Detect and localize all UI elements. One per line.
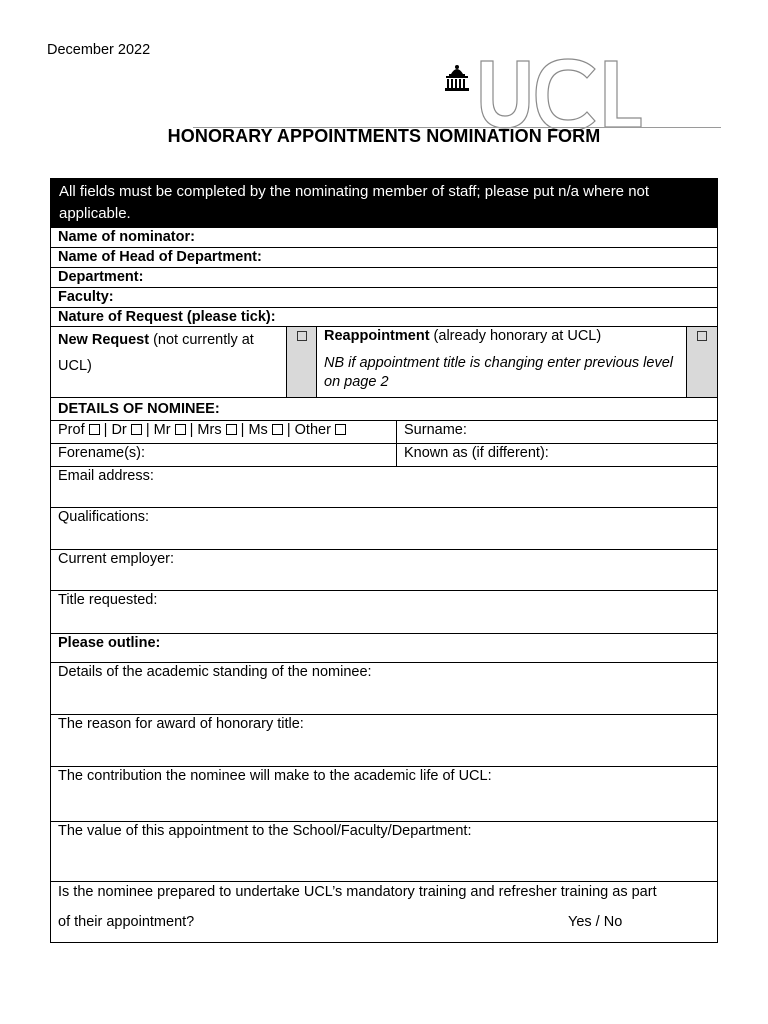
reappointment-label: Reappointment (already honorary at UCL) NB if appointment title is changing enter previous level on page 2 bbox=[317, 327, 687, 397]
faculty-field[interactable]: Faculty: bbox=[51, 287, 717, 307]
other-checkbox[interactable] bbox=[335, 424, 346, 435]
request-type-row bbox=[51, 326, 717, 397]
ms-checkbox[interactable] bbox=[272, 424, 283, 435]
new-request-label: New Request (not currently at UCL) bbox=[51, 327, 287, 397]
portico-icon bbox=[445, 65, 469, 91]
academic-standing-field[interactable]: Details of the academic standing of the nominee: bbox=[51, 662, 717, 714]
title-surname-row bbox=[51, 420, 717, 443]
training-line-1: Is the nominee prepared to undertake UCL’s mandatory training and refresher training as part bbox=[58, 884, 657, 900]
training-line-2: of their appointment? bbox=[58, 914, 195, 930]
prof-checkbox[interactable] bbox=[89, 424, 100, 435]
new-request-checkbox[interactable] bbox=[287, 327, 317, 397]
qualifications-field[interactable]: Qualifications: bbox=[51, 507, 717, 549]
details-heading: DETAILS OF NOMINEE: bbox=[51, 397, 717, 420]
training-question bbox=[51, 881, 717, 942]
nomination-form bbox=[50, 178, 718, 943]
dr-checkbox[interactable] bbox=[131, 424, 142, 435]
reappointment-note: NB if appointment title is changing enter previous level on page 2 bbox=[324, 355, 673, 390]
forename-row bbox=[51, 443, 717, 466]
form-title: HONORARY APPOINTMENTS NOMINATION FORM bbox=[167, 126, 601, 146]
mrs-checkbox[interactable] bbox=[226, 424, 237, 435]
current-employer-field[interactable]: Current employer: bbox=[51, 549, 717, 590]
known-as-field[interactable]: Known as (if different): bbox=[404, 445, 549, 461]
name-of-nominator-field[interactable]: Name of nominator: bbox=[51, 227, 717, 247]
date-label: December 2022 bbox=[47, 42, 151, 58]
title-requested-field[interactable]: Title requested: bbox=[51, 590, 717, 633]
title-options: Prof | Dr | Mr | Mrs | Ms | Other bbox=[51, 421, 397, 443]
please-outline-label: Please outline: bbox=[51, 633, 717, 662]
value-field[interactable]: The value of this appointment to the School/Faculty/Department: bbox=[51, 821, 717, 881]
contribution-field[interactable]: The contribution the nominee will make to the academic life of UCL: bbox=[51, 766, 717, 821]
ucl-logo bbox=[440, 56, 725, 132]
reappointment-checkbox[interactable] bbox=[687, 327, 717, 397]
instructions-banner: All fields must be completed by the nominating member of staff; please put n/a where not applicable. bbox=[51, 179, 717, 227]
mr-checkbox[interactable] bbox=[175, 424, 186, 435]
yes-no-choice[interactable]: Yes / No bbox=[568, 914, 623, 930]
surname-field[interactable]: Surname: bbox=[404, 422, 467, 438]
name-of-head-field[interactable]: Name of Head of Department: bbox=[51, 247, 717, 267]
forenames-field[interactable]: Forename(s): bbox=[51, 444, 397, 466]
department-field[interactable]: Department: bbox=[51, 267, 717, 287]
email-field[interactable]: Email address: bbox=[51, 466, 717, 507]
nature-of-request-label: Nature of Request (please tick): bbox=[51, 307, 717, 326]
reason-field[interactable]: The reason for award of honorary title: bbox=[51, 714, 717, 766]
